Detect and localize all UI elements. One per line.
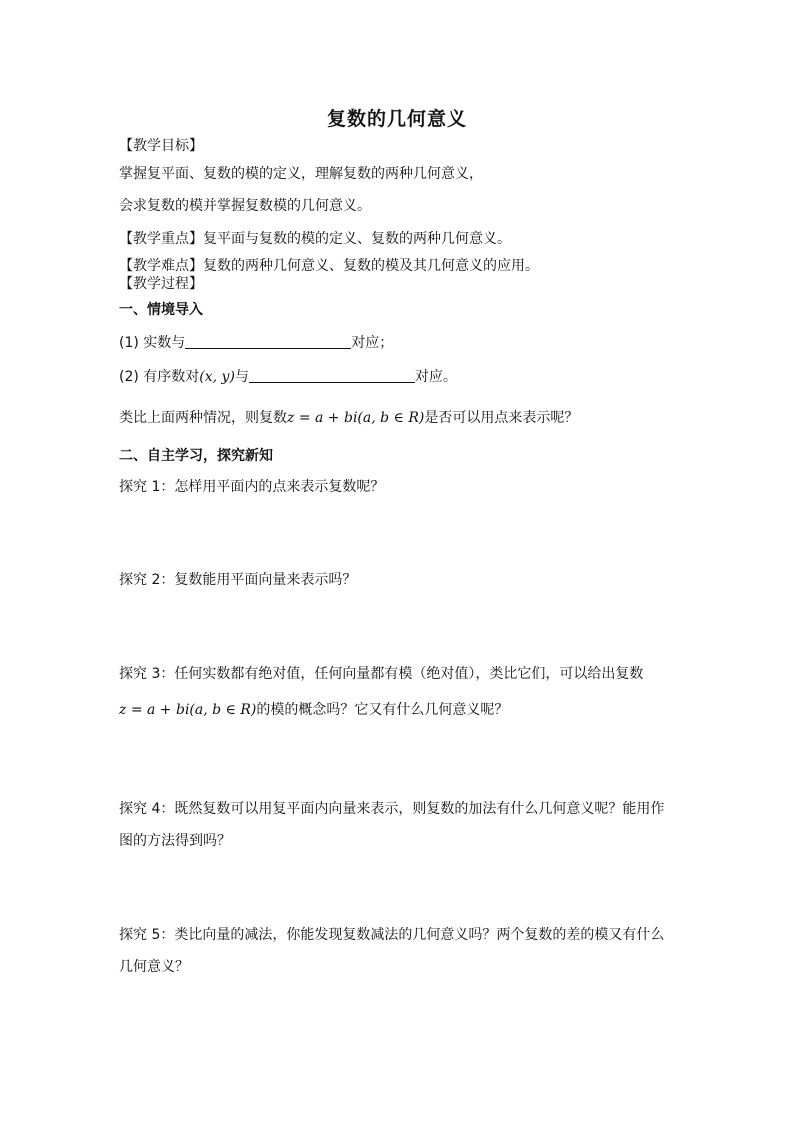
item2-math: (x, y) xyxy=(199,369,235,385)
scenario-item-2 xyxy=(119,368,457,386)
key-points-label: 【教学重点】 xyxy=(119,231,203,247)
inquiry-2: 探究 2：复数能用平面向量来表示吗？ xyxy=(119,572,357,588)
difficulties xyxy=(119,257,539,275)
objectives-line-2: 会求复数的模并掌握复数模的几何意义。 xyxy=(119,198,371,214)
fill-blank-1 xyxy=(185,334,351,349)
analogy-prefix: 类比上面两种情况，则复数 xyxy=(119,410,287,426)
analogy-suffix: 是否可以用点来表示呢？ xyxy=(424,410,579,426)
analogy-question xyxy=(119,409,578,427)
item1-prefix: (1) 实数与 xyxy=(119,335,186,351)
inquiry-3-math: z = a + bi(a, b ∈ R) xyxy=(119,702,257,718)
item2-prefix: (2) 有序数对 xyxy=(119,369,200,385)
page-title: 复数的几何意义 xyxy=(326,108,467,130)
item2-suffix: 对应。 xyxy=(414,369,457,385)
section1-heading: 一、情境导入 xyxy=(119,302,203,318)
item2-mid: 与 xyxy=(234,369,249,385)
objectives-line-1: 掌握复平面、复数的模的定义，理解复数的两种几何意义， xyxy=(119,166,483,182)
item1-suffix: 对应； xyxy=(351,335,394,351)
inquiry-3-line-1: 探究 3：任何实数都有绝对值，任何向量都有模（绝对值），类比它们，可以给出复数 xyxy=(119,666,644,682)
inquiry-4-line-2: 图的方法得到吗？ xyxy=(119,833,231,849)
inquiry-5-line-2: 几何意义？ xyxy=(119,959,189,975)
difficulties-label: 【教学难点】 xyxy=(119,258,203,274)
inquiry-3-line-2 xyxy=(119,701,508,719)
section2-heading: 二、自主学习，探究新知 xyxy=(119,448,273,464)
difficulties-text: 复数的两种几何意义、复数的模及其几何意义的应用。 xyxy=(203,258,539,274)
analogy-math: z = a + bi(a, b ∈ R) xyxy=(287,410,425,426)
inquiry-3-suffix: 的模的概念吗？它又有什么几何意义呢？ xyxy=(256,702,509,718)
inquiry-4-line-1: 探究 4：既然复数可以用复平面内向量来表示，则复数的加法有什么几何意义呢？能用作 xyxy=(119,801,665,817)
objectives-heading: 【教学目标】 xyxy=(119,138,203,154)
inquiry-1: 探究 1：怎样用平面内的点来表示复数呢？ xyxy=(119,479,385,495)
process-heading: 【教学过程】 xyxy=(119,276,203,292)
fill-blank-2 xyxy=(249,368,415,383)
scenario-item-1 xyxy=(119,334,393,352)
key-points-text: 复平面与复数的模的定义、复数的两种几何意义。 xyxy=(203,231,511,247)
key-points xyxy=(119,230,511,248)
inquiry-5-line-1: 探究 5：类比向量的减法，你能发现复数减法的几何意义吗？两个复数的差的模又有什么 xyxy=(119,927,665,943)
